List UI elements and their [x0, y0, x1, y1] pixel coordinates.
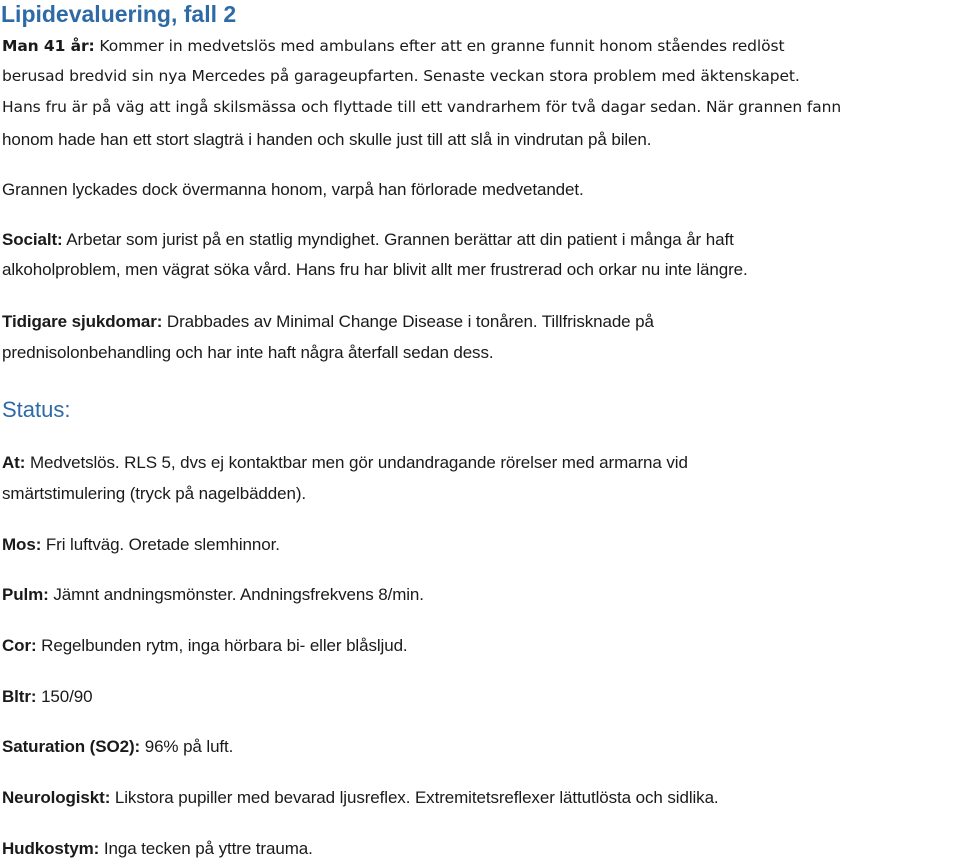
social-text: Arbetar som jurist på en statlig myndighet. Grannen berättar att din patient i många år haft	[66, 230, 734, 249]
saturation-label: Saturation (SO2):	[2, 737, 141, 756]
status-heading: Status:	[2, 397, 71, 422]
history-text: Drabbades av Minimal Change Disease i tonåren. Tillfrisknade på	[166, 312, 654, 331]
neuro-label: Neurologiskt:	[2, 788, 111, 807]
intro-line-1	[2, 34, 784, 58]
mos-label: Mos:	[2, 535, 42, 554]
history-line-1	[2, 310, 654, 334]
status-at-line-2: smärtstimulering (tryck på nagelbädden).	[2, 484, 307, 503]
status-pulm	[2, 583, 424, 607]
intro-line-3: Hans fru är på väg att ingå skilsmässa och flyttade till ett vandrarhem för två dagar sedan. När grannen fann	[2, 98, 842, 116]
status-saturation	[2, 735, 233, 759]
status-hud	[2, 837, 313, 861]
mos-text: Fri luftväg. Oretade slemhinnor.	[45, 535, 280, 554]
cor-label: Cor:	[2, 636, 37, 655]
history-line-2: prednisolonbehandling och har inte haft några återfall sedan dess.	[2, 343, 494, 362]
status-mos	[2, 533, 280, 557]
neuro-text: Likstora pupiller med bevarad ljusreflex. Extremitetsreflexer lättutlösta och sidlika.	[114, 788, 719, 807]
bltr-text: 150/90	[41, 687, 93, 706]
hud-label: Hudkostym:	[2, 839, 100, 858]
cor-text: Regelbunden rytm, inga hörbara bi- eller blåsljud.	[41, 636, 408, 655]
status-neuro	[2, 786, 719, 810]
social-label: Socialt:	[2, 230, 63, 249]
social-line-1	[2, 228, 734, 252]
social-line-2: alkoholproblem, men vägrat söka vård. Hans fru har blivit allt mer frustrerad och orkar nu inte längre.	[2, 260, 748, 279]
bltr-label: Bltr:	[2, 687, 37, 706]
saturation-text: 96% på luft.	[144, 737, 234, 756]
hud-text: Inga tecken på yttre trauma.	[103, 839, 313, 858]
status-bltr	[2, 685, 92, 709]
status-at-line-1	[2, 451, 688, 475]
pulm-text: Jämnt andningsmönster. Andningsfrekvens 8/min.	[53, 585, 424, 604]
intro-text: Kommer in medvetslös med ambulans efter att en granne funnit honom ståendes redlöst	[99, 37, 785, 55]
status-cor	[2, 634, 408, 658]
pulm-label: Pulm:	[2, 585, 49, 604]
page-title: Lipidevaluering, fall 2	[1, 1, 237, 27]
at-text: Medvetslös. RLS 5, dvs ej kontaktbar men gör undandragande rörelser med armarna vid	[29, 453, 688, 472]
followup-line: Grannen lyckades dock övermanna honom, varpå han förlorade medvetandet.	[2, 180, 584, 199]
intro-line-4: honom hade han ett stort slagträ i handen och skulle just till att slå in vindrutan på bilen.	[2, 130, 652, 149]
intro-line-2: berusad bredvid sin nya Mercedes på garageupfarten. Senaste veckan stora problem med äktenskapet.	[2, 67, 800, 85]
history-label: Tidigare sjukdomar:	[2, 312, 163, 331]
at-label: At:	[2, 453, 26, 472]
intro-label: Man 41 år:	[2, 37, 95, 55]
